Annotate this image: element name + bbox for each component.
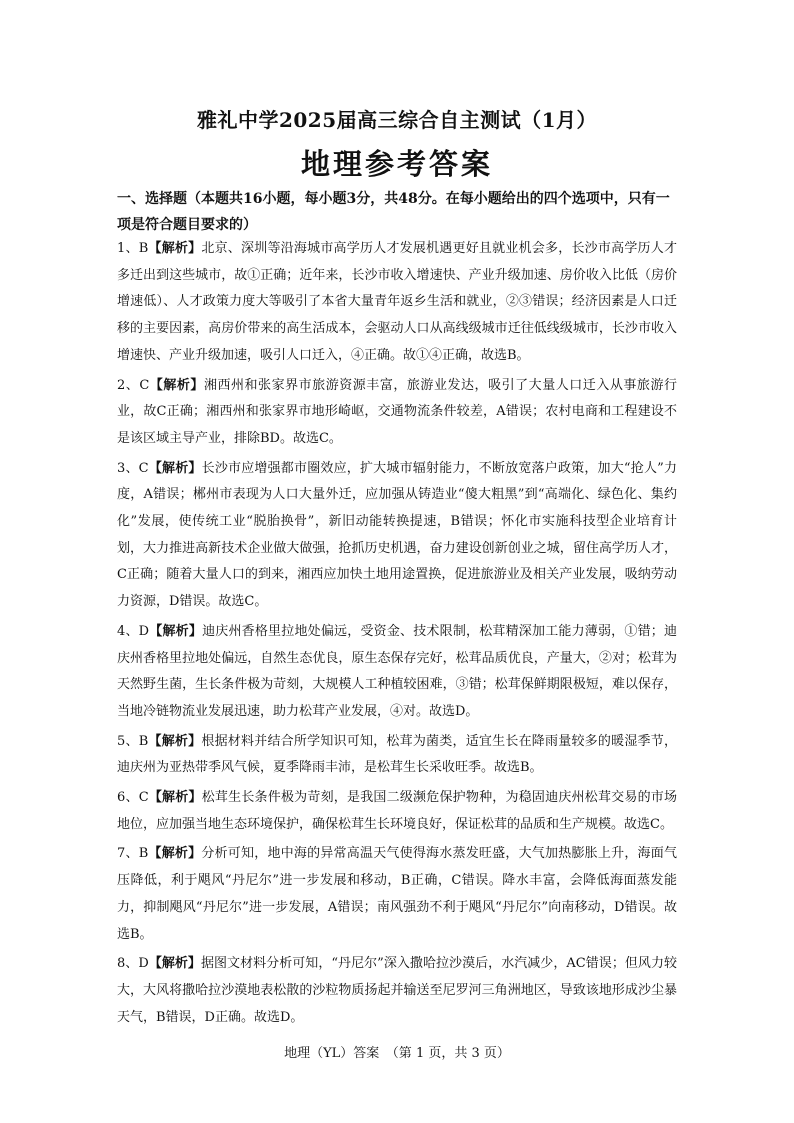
answer-number: 4、D	[117, 623, 150, 639]
answer-text: 据图文材料分析可知，“丹尼尔”深入撒哈拉沙漠后，水汽减少，AC错误；但风力较大，大风将撒哈拉沙漠地表松散的沙粒物质扬起并输送至尼罗河三角洲地区，导致该地形成沙尘暴天气，B错误，D正确。故选D。	[117, 956, 677, 1025]
answer-number: 6、C	[117, 790, 149, 806]
answer-list	[117, 236, 677, 1034]
exam-title: 雅礼中学2025届高三综合自主测试（1月）	[196, 108, 598, 132]
answer-text: 根据材料并结合所学知识可知，松茸为菌类，适宜生长在降雨量较多的暖湿季节，迪庆州为亚热带季风气候，夏季降雨丰沛，是松茸生长采收旺季。故选B。	[117, 733, 677, 776]
analysis-tag: 【解析】	[149, 623, 203, 639]
answer-number: 8、D	[117, 956, 149, 972]
answer-text: 湘西州和张家界市旅游资源丰富，旅游业发达，吸引了大量人口迁入从事旅游行业，故C正确；湘西州和张家界市地形崎岖，交通物流条件较差，A错误；农村电商和工程建设不是该区域主导产业，排除BD。故选C。	[117, 377, 677, 446]
answer-item-4	[117, 619, 677, 726]
answer-number: 7、B	[117, 846, 149, 862]
answer-text: 北京、深圳等沿海城市高学历人才发展机遇更好且就业机会多，长沙市高学历人才多迁出到这些城市，故①正确；近年来，长沙市收入增速快、产业升级加速、房价收入比低（房价增速低）、人才政策力度大等吸引了本省大量青年返乡生活和就业，②③错误；经济因素是人口迁移的主要因素，高房价带来的高生活成本，会驱动人口从高线级城市迁往低线级城市，长沙市收入增速快、产业升级加速，吸引人口迁入，④正确。故①④正确，故选B。	[117, 241, 677, 363]
answer-text: 分析可知，地中海的异常高温天气使得海水蒸发旺盛，大气加热膨胀上升，海面气压降低，利于飓风“丹尼尔”进一步发展和移动，B正确，C错误。降水丰富，会降低海面蒸发能力，抑制飓风“丹尼尔”进一步发展，A错误；南风强劲不利于飓风“丹尼尔”向南移动，D错误。故选B。	[117, 846, 677, 942]
page-footer: 地理（YL）答案 （第 1 页，共 3 页）	[284, 1046, 510, 1061]
analysis-tag: 【解析】	[148, 790, 202, 806]
answer-number: 1、B	[117, 241, 149, 256]
answer-item-1	[117, 236, 677, 370]
answer-number: 2、C	[117, 377, 150, 393]
analysis-tag: 【解析】	[148, 846, 202, 862]
answer-item-3	[117, 456, 677, 616]
analysis-tag: 【解析】	[148, 733, 202, 749]
analysis-tag: 【解析】	[149, 377, 204, 393]
answer-text: 迪庆州香格里拉地处偏远，受资金、技术限制，松茸精深加工能力薄弱，①错；迪庆州香格里拉地处偏远，自然生态优良，原生态保存完好，松茸品质优良，产量大，②对；松茸为天然野生菌，生长条件极为苛刻，大规模人工种植较困难，③错；松茸保鲜期限极短，难以保存，当地冷链物流业发展迅速，助力松茸产业发展，④对。故选D。	[117, 623, 677, 719]
answer-item-6	[117, 785, 677, 838]
analysis-tag: 【解析】	[148, 956, 201, 972]
answer-item-5	[117, 729, 677, 782]
answer-number: 3、C	[117, 460, 149, 476]
section-header: 一、选择题（本题共16小题，每小题3分，共48分。在每小题给出的四个选项中，只有一项是符合题目要求的）	[117, 191, 670, 233]
answer-item-2	[117, 373, 677, 453]
subject-title: 地理参考答案	[300, 147, 493, 181]
answer-item-8	[117, 951, 677, 1031]
answer-number: 5、B	[117, 733, 149, 749]
analysis-tag: 【解析】	[148, 241, 202, 256]
answer-item-7	[117, 841, 677, 948]
answer-text: 长沙市应增强都市圈效应，扩大城市辐射能力，不断放宽落户政策，加大“抢人”力度，A错误；郴州市表现为人口大量外迁，应加强从铸造业“傻大粗黑”到“高端化、绿色化、集约化”发展，使传统工业“脱胎换骨”，新旧动能转换提速，B错误；怀化市实施科技型企业培育计划，大力推进高新技术企业做大做强，抢抓历史机遇，奋力建设创新创业之城，留住高学历人才，C正确；随着大量人口的到来，湘西应加快土地用途置换，促进旅游业及相关产业发展，吸纳劳动力资源，D错误。故选C。	[117, 460, 678, 610]
analysis-tag: 【解析】	[148, 460, 202, 476]
answer-text: 松茸生长条件极为苛刻，是我国二级濒危保护物种，为稳固迪庆州松茸交易的市场地位，应加强当地生态环境保护，确保松茸生长环境良好，保证松茸的品质和生产规模。故选C。	[117, 790, 677, 832]
